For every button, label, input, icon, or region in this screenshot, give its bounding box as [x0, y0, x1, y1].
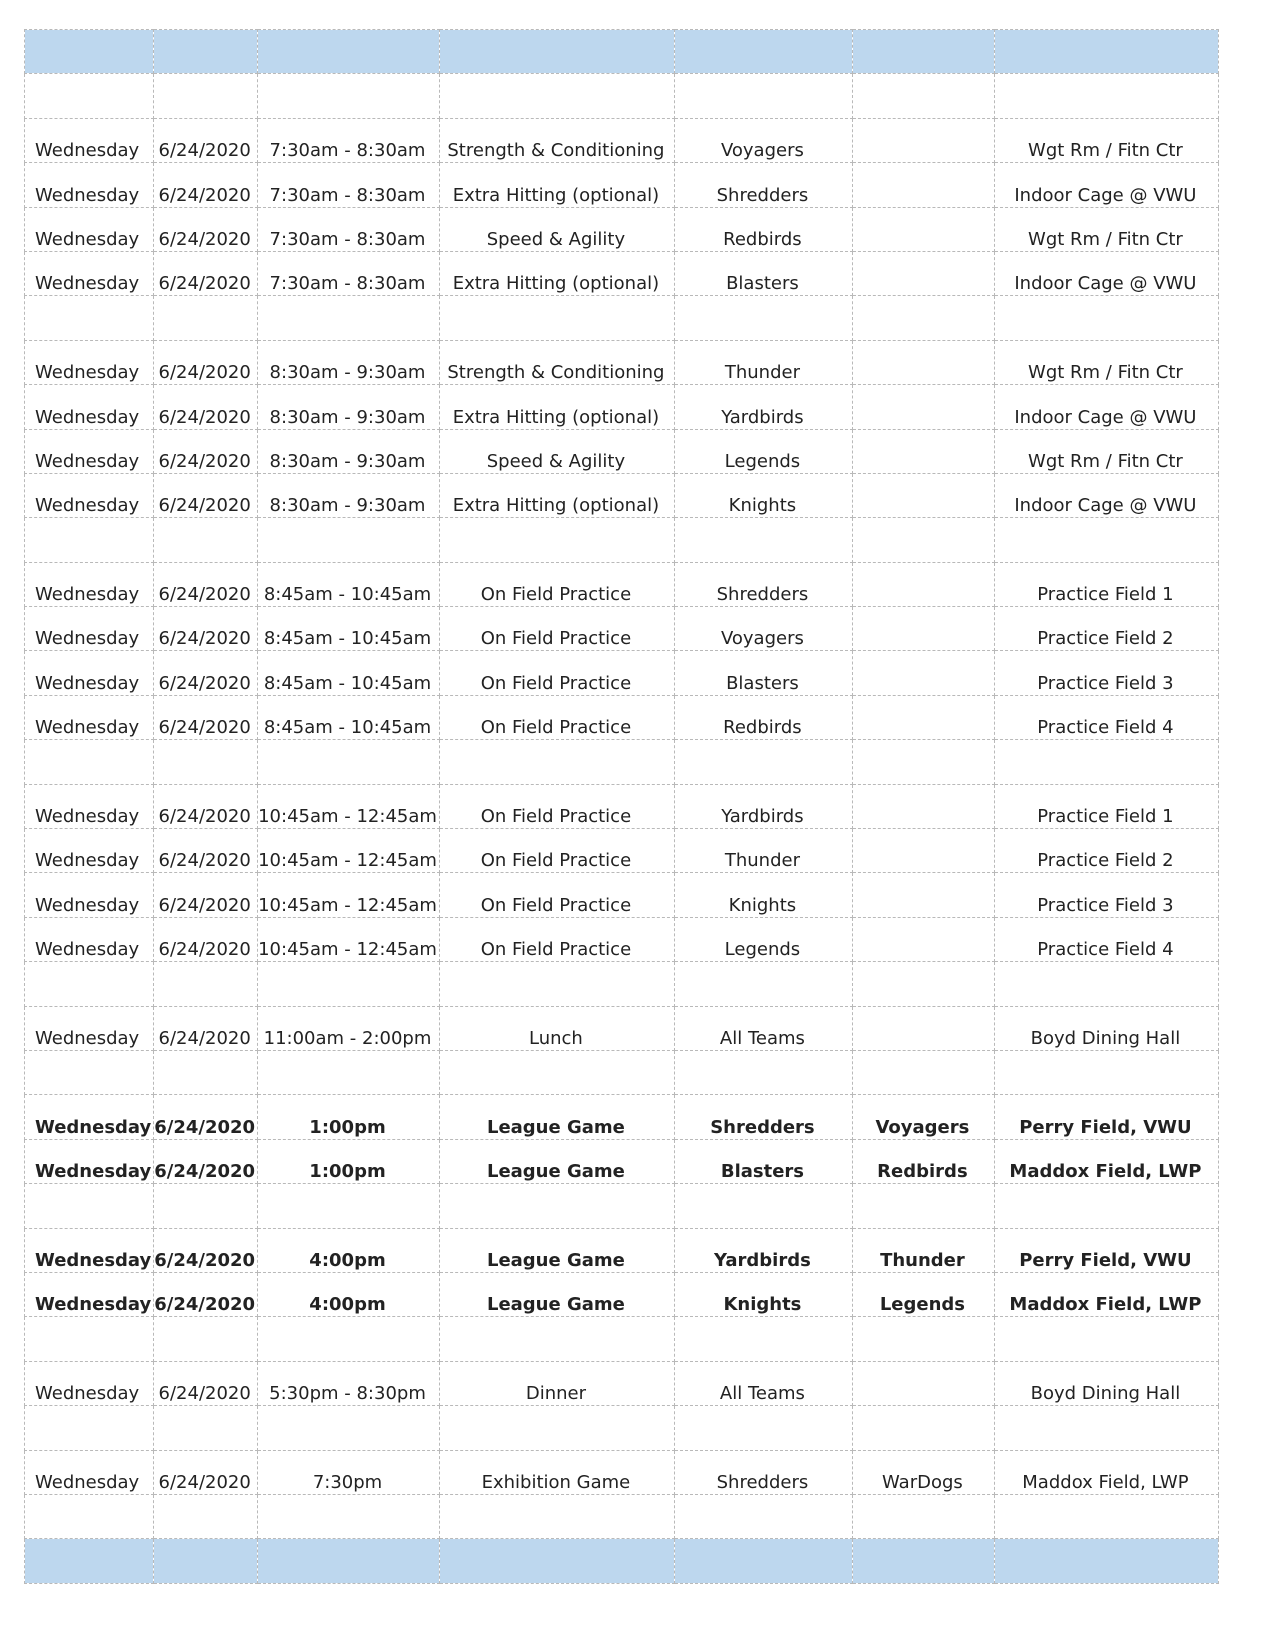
cell-date: 6/24/2020: [154, 695, 258, 739]
cell-team: Yardbirds: [674, 784, 852, 828]
cell-day: Wednesday: [25, 829, 154, 873]
cell-date: [154, 1184, 258, 1228]
schedule-row: [25, 118, 1219, 162]
cell-location: Maddox Field, LWP: [994, 1139, 1218, 1183]
cell-event: Strength & Conditioning: [439, 118, 674, 162]
schedule-row: [25, 562, 1219, 606]
cell-location: Boyd Dining Hall: [994, 1361, 1218, 1405]
spacer-row: [25, 1184, 1219, 1228]
cell-location: Practice Field 4: [994, 695, 1218, 739]
cell-date: 6/24/2020: [154, 251, 258, 295]
cell-location: Practice Field 4: [994, 917, 1218, 961]
spacer-row: [25, 1317, 1219, 1361]
cell-team: Knights: [674, 473, 852, 517]
cell-event: [439, 296, 674, 340]
cell-time: 7:30am - 8:30am: [258, 251, 440, 295]
schedule-row: [25, 917, 1219, 961]
cell-event: On Field Practice: [439, 873, 674, 917]
cell-team: [674, 1317, 852, 1361]
cell-time: 5:30pm - 8:30pm: [258, 1361, 440, 1405]
cell-opponent: [852, 829, 994, 873]
cell-location: [994, 1539, 1218, 1583]
cell-time: [258, 1406, 440, 1450]
cell-team: Thunder: [674, 829, 852, 873]
cell-day: [25, 518, 154, 562]
cell-event: [439, 30, 674, 74]
cell-time: [258, 296, 440, 340]
cell-date: 6/24/2020: [154, 385, 258, 429]
cell-day: Wednesday: [25, 562, 154, 606]
cell-location: [994, 518, 1218, 562]
cell-team: [674, 30, 852, 74]
cell-opponent: Redbirds: [852, 1139, 994, 1183]
cell-event: Dinner: [439, 1361, 674, 1405]
cell-event: [439, 1406, 674, 1450]
header-band-row: [25, 1539, 1219, 1583]
cell-location: [994, 1050, 1218, 1094]
cell-date: [154, 1406, 258, 1450]
cell-day: Wednesday: [25, 1450, 154, 1494]
cell-opponent: [852, 385, 994, 429]
cell-team: Knights: [674, 873, 852, 917]
schedule-row: [25, 1450, 1219, 1494]
cell-opponent: [852, 163, 994, 207]
cell-team: Yardbirds: [674, 1228, 852, 1272]
cell-opponent: [852, 962, 994, 1006]
cell-location: [994, 1184, 1218, 1228]
cell-time: [258, 74, 440, 118]
cell-time: 7:30am - 8:30am: [258, 207, 440, 251]
schedule-row: [25, 829, 1219, 873]
cell-team: Shredders: [674, 1095, 852, 1139]
cell-location: [994, 1317, 1218, 1361]
cell-team: Thunder: [674, 340, 852, 384]
cell-date: 6/24/2020: [154, 340, 258, 384]
cell-time: 4:00pm: [258, 1272, 440, 1316]
cell-time: 1:00pm: [258, 1139, 440, 1183]
cell-location: Maddox Field, LWP: [994, 1272, 1218, 1316]
cell-opponent: [852, 651, 994, 695]
schedule-row: [25, 1272, 1219, 1316]
cell-event: On Field Practice: [439, 607, 674, 651]
cell-date: [154, 30, 258, 74]
cell-team: Shredders: [674, 562, 852, 606]
cell-opponent: [852, 518, 994, 562]
cell-event: On Field Practice: [439, 829, 674, 873]
cell-location: [994, 1494, 1218, 1538]
cell-location: Practice Field 3: [994, 651, 1218, 695]
cell-time: [258, 962, 440, 1006]
cell-event: [439, 1539, 674, 1583]
cell-location: Indoor Cage @ VWU: [994, 163, 1218, 207]
cell-event: [439, 962, 674, 1006]
cell-opponent: [852, 1050, 994, 1094]
cell-team: Knights: [674, 1272, 852, 1316]
cell-date: 6/24/2020: [154, 473, 258, 517]
cell-time: 1:00pm: [258, 1095, 440, 1139]
schedule-row: [25, 873, 1219, 917]
cell-opponent: [852, 1406, 994, 1450]
cell-day: [25, 30, 154, 74]
cell-event: Extra Hitting (optional): [439, 385, 674, 429]
cell-time: 10:45am - 12:45am: [258, 873, 440, 917]
cell-date: 6/24/2020: [154, 651, 258, 695]
cell-opponent: [852, 1539, 994, 1583]
cell-day: Wednesday: [25, 1139, 154, 1183]
cell-opponent: Voyagers: [852, 1095, 994, 1139]
schedule-row: [25, 207, 1219, 251]
cell-opponent: [852, 1006, 994, 1050]
cell-event: [439, 1317, 674, 1361]
schedule-row: [25, 1095, 1219, 1139]
cell-time: 8:30am - 9:30am: [258, 429, 440, 473]
cell-day: [25, 1050, 154, 1094]
cell-time: 10:45am - 12:45am: [258, 829, 440, 873]
cell-day: [25, 1539, 154, 1583]
cell-time: 11:00am - 2:00pm: [258, 1006, 440, 1050]
cell-date: 6/24/2020: [154, 1228, 258, 1272]
cell-event: Lunch: [439, 1006, 674, 1050]
cell-date: [154, 962, 258, 1006]
cell-team: [674, 1539, 852, 1583]
cell-date: 6/24/2020: [154, 1272, 258, 1316]
cell-opponent: [852, 74, 994, 118]
cell-date: 6/24/2020: [154, 207, 258, 251]
cell-time: 4:00pm: [258, 1228, 440, 1272]
cell-time: [258, 1050, 440, 1094]
spacer-row: [25, 74, 1219, 118]
spacer-row: [25, 1050, 1219, 1094]
cell-team: Legends: [674, 917, 852, 961]
schedule-row: [25, 784, 1219, 828]
schedule-row: [25, 385, 1219, 429]
cell-location: Indoor Cage @ VWU: [994, 251, 1218, 295]
cell-day: Wednesday: [25, 429, 154, 473]
cell-time: [258, 518, 440, 562]
spacer-row: [25, 740, 1219, 784]
cell-time: 8:30am - 9:30am: [258, 340, 440, 384]
cell-team: Blasters: [674, 651, 852, 695]
cell-date: [154, 1494, 258, 1538]
cell-location: Practice Field 2: [994, 607, 1218, 651]
cell-date: 6/24/2020: [154, 429, 258, 473]
cell-opponent: [852, 562, 994, 606]
cell-location: Wgt Rm / Fitn Ctr: [994, 207, 1218, 251]
cell-time: 8:30am - 9:30am: [258, 385, 440, 429]
cell-day: Wednesday: [25, 1361, 154, 1405]
cell-event: [439, 1494, 674, 1538]
cell-opponent: [852, 1317, 994, 1361]
cell-day: Wednesday: [25, 118, 154, 162]
schedule-row: [25, 1006, 1219, 1050]
cell-time: 8:45am - 10:45am: [258, 562, 440, 606]
cell-event: On Field Practice: [439, 651, 674, 695]
cell-time: 8:45am - 10:45am: [258, 695, 440, 739]
cell-opponent: [852, 740, 994, 784]
schedule-row: [25, 163, 1219, 207]
cell-event: [439, 1184, 674, 1228]
cell-date: [154, 740, 258, 784]
spacer-row: [25, 1494, 1219, 1538]
cell-opponent: [852, 207, 994, 251]
cell-event: [439, 74, 674, 118]
cell-team: [674, 518, 852, 562]
cell-date: 6/24/2020: [154, 1006, 258, 1050]
schedule-row: [25, 473, 1219, 517]
cell-location: Indoor Cage @ VWU: [994, 473, 1218, 517]
cell-location: Practice Field 1: [994, 784, 1218, 828]
schedule-row: [25, 607, 1219, 651]
cell-location: [994, 962, 1218, 1006]
cell-date: 6/24/2020: [154, 562, 258, 606]
cell-day: [25, 1494, 154, 1538]
cell-opponent: [852, 607, 994, 651]
cell-event: League Game: [439, 1228, 674, 1272]
cell-team: [674, 1494, 852, 1538]
cell-time: 7:30pm: [258, 1450, 440, 1494]
cell-date: 6/24/2020: [154, 118, 258, 162]
cell-opponent: Thunder: [852, 1228, 994, 1272]
cell-date: [154, 74, 258, 118]
spacer-row: [25, 1406, 1219, 1450]
cell-day: Wednesday: [25, 340, 154, 384]
cell-team: Voyagers: [674, 118, 852, 162]
cell-day: Wednesday: [25, 385, 154, 429]
cell-event: On Field Practice: [439, 695, 674, 739]
cell-event: Extra Hitting (optional): [439, 251, 674, 295]
cell-day: [25, 740, 154, 784]
cell-date: 6/24/2020: [154, 917, 258, 961]
cell-location: Wgt Rm / Fitn Ctr: [994, 340, 1218, 384]
cell-location: Maddox Field, LWP: [994, 1450, 1218, 1494]
cell-team: [674, 1184, 852, 1228]
cell-time: 8:30am - 9:30am: [258, 473, 440, 517]
cell-time: 10:45am - 12:45am: [258, 784, 440, 828]
cell-event: On Field Practice: [439, 784, 674, 828]
cell-day: [25, 296, 154, 340]
cell-team: Shredders: [674, 1450, 852, 1494]
cell-day: [25, 74, 154, 118]
cell-location: Boyd Dining Hall: [994, 1006, 1218, 1050]
cell-event: [439, 740, 674, 784]
cell-date: 6/24/2020: [154, 607, 258, 651]
cell-event: Speed & Agility: [439, 207, 674, 251]
cell-day: [25, 1184, 154, 1228]
schedule-body: [25, 30, 1219, 1584]
schedule-row: [25, 1361, 1219, 1405]
cell-day: Wednesday: [25, 473, 154, 517]
cell-team: [674, 296, 852, 340]
cell-day: Wednesday: [25, 607, 154, 651]
cell-opponent: [852, 917, 994, 961]
cell-date: [154, 518, 258, 562]
cell-team: Blasters: [674, 251, 852, 295]
cell-opponent: [852, 873, 994, 917]
spacer-row: [25, 962, 1219, 1006]
cell-team: Shredders: [674, 163, 852, 207]
cell-time: 7:30am - 8:30am: [258, 163, 440, 207]
cell-time: 8:45am - 10:45am: [258, 607, 440, 651]
cell-date: 6/24/2020: [154, 1361, 258, 1405]
cell-day: Wednesday: [25, 1272, 154, 1316]
cell-event: League Game: [439, 1139, 674, 1183]
cell-day: Wednesday: [25, 651, 154, 695]
cell-team: Redbirds: [674, 207, 852, 251]
cell-day: Wednesday: [25, 251, 154, 295]
cell-opponent: [852, 296, 994, 340]
cell-time: [258, 1317, 440, 1361]
schedule-row: [25, 1228, 1219, 1272]
cell-time: [258, 1184, 440, 1228]
cell-date: 6/24/2020: [154, 873, 258, 917]
spacer-row: [25, 518, 1219, 562]
cell-date: 6/24/2020: [154, 1139, 258, 1183]
cell-date: 6/24/2020: [154, 1450, 258, 1494]
cell-date: 6/24/2020: [154, 829, 258, 873]
cell-day: Wednesday: [25, 1228, 154, 1272]
cell-opponent: WarDogs: [852, 1450, 994, 1494]
cell-event: Strength & Conditioning: [439, 340, 674, 384]
cell-date: 6/24/2020: [154, 163, 258, 207]
cell-date: 6/24/2020: [154, 784, 258, 828]
cell-location: [994, 30, 1218, 74]
cell-opponent: [852, 429, 994, 473]
cell-day: [25, 962, 154, 1006]
cell-date: [154, 296, 258, 340]
cell-date: [154, 1317, 258, 1361]
cell-day: Wednesday: [25, 1095, 154, 1139]
cell-opponent: [852, 1184, 994, 1228]
cell-location: Indoor Cage @ VWU: [994, 385, 1218, 429]
cell-event: League Game: [439, 1272, 674, 1316]
cell-team: Blasters: [674, 1139, 852, 1183]
cell-event: [439, 1050, 674, 1094]
cell-date: [154, 1539, 258, 1583]
cell-location: Practice Field 3: [994, 873, 1218, 917]
cell-location: [994, 740, 1218, 784]
schedule-row: [25, 695, 1219, 739]
cell-event: League Game: [439, 1095, 674, 1139]
cell-opponent: [852, 251, 994, 295]
schedule-table: [24, 29, 1219, 1584]
cell-location: Perry Field, VWU: [994, 1095, 1218, 1139]
cell-location: [994, 74, 1218, 118]
cell-location: [994, 296, 1218, 340]
cell-event: [439, 518, 674, 562]
cell-opponent: [852, 695, 994, 739]
cell-team: [674, 740, 852, 784]
cell-time: 10:45am - 12:45am: [258, 917, 440, 961]
cell-team: Voyagers: [674, 607, 852, 651]
cell-day: Wednesday: [25, 784, 154, 828]
cell-opponent: [852, 784, 994, 828]
cell-day: Wednesday: [25, 163, 154, 207]
cell-event: Extra Hitting (optional): [439, 163, 674, 207]
cell-event: Speed & Agility: [439, 429, 674, 473]
cell-team: [674, 74, 852, 118]
schedule-row: [25, 340, 1219, 384]
cell-day: Wednesday: [25, 1006, 154, 1050]
cell-event: Exhibition Game: [439, 1450, 674, 1494]
cell-day: Wednesday: [25, 695, 154, 739]
schedule-row: [25, 651, 1219, 695]
cell-location: [994, 1406, 1218, 1450]
schedule-row: [25, 251, 1219, 295]
cell-time: [258, 1494, 440, 1538]
cell-time: 8:45am - 10:45am: [258, 651, 440, 695]
schedule-row: [25, 429, 1219, 473]
cell-opponent: [852, 1361, 994, 1405]
spacer-row: [25, 296, 1219, 340]
cell-location: Practice Field 2: [994, 829, 1218, 873]
cell-event: On Field Practice: [439, 917, 674, 961]
cell-team: [674, 1050, 852, 1094]
cell-day: [25, 1317, 154, 1361]
cell-time: 7:30am - 8:30am: [258, 118, 440, 162]
cell-opponent: [852, 473, 994, 517]
cell-location: Perry Field, VWU: [994, 1228, 1218, 1272]
cell-day: Wednesday: [25, 873, 154, 917]
cell-day: [25, 1406, 154, 1450]
cell-team: [674, 1406, 852, 1450]
cell-day: Wednesday: [25, 917, 154, 961]
cell-time: [258, 1539, 440, 1583]
cell-opponent: Legends: [852, 1272, 994, 1316]
cell-event: Extra Hitting (optional): [439, 473, 674, 517]
cell-team: [674, 962, 852, 1006]
cell-location: Wgt Rm / Fitn Ctr: [994, 118, 1218, 162]
cell-location: Practice Field 1: [994, 562, 1218, 606]
cell-opponent: [852, 340, 994, 384]
cell-team: Redbirds: [674, 695, 852, 739]
cell-time: [258, 740, 440, 784]
cell-day: Wednesday: [25, 207, 154, 251]
cell-team: Legends: [674, 429, 852, 473]
header-band-row: [25, 30, 1219, 74]
schedule-row: [25, 1139, 1219, 1183]
cell-location: Wgt Rm / Fitn Ctr: [994, 429, 1218, 473]
cell-date: [154, 1050, 258, 1094]
cell-opponent: [852, 118, 994, 162]
cell-team: All Teams: [674, 1006, 852, 1050]
cell-team: Yardbirds: [674, 385, 852, 429]
cell-time: [258, 30, 440, 74]
cell-team: All Teams: [674, 1361, 852, 1405]
cell-date: 6/24/2020: [154, 1095, 258, 1139]
cell-opponent: [852, 30, 994, 74]
cell-event: On Field Practice: [439, 562, 674, 606]
cell-opponent: [852, 1494, 994, 1538]
